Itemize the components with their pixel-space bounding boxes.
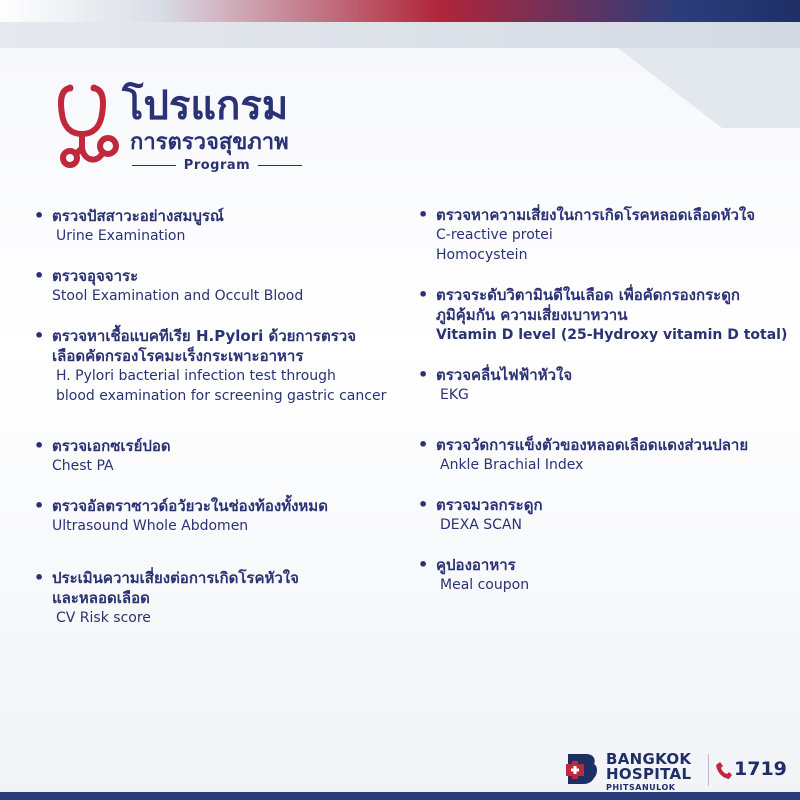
title-thai: โปรแกรม	[122, 83, 289, 129]
bullet: •	[34, 206, 45, 225]
list-item	[418, 555, 529, 595]
bullet: •	[418, 205, 429, 224]
divider	[258, 165, 302, 166]
item-thai: ตรวจอุจจาระ	[52, 267, 139, 285]
subtitle-thai: การตรวจสุขภาพ	[130, 130, 289, 155]
bullet: •	[34, 436, 45, 455]
list-item	[418, 205, 755, 265]
item-thai: ตรวจหาเชื้อแบคทีเรีย H.Pylori ด้วยการตรวจ	[52, 327, 356, 345]
bullet: •	[418, 285, 429, 304]
phone-number[interactable]: 1719	[734, 758, 787, 780]
program-header	[50, 80, 330, 180]
phone-icon	[716, 760, 732, 780]
item-english: Homocystein	[436, 247, 528, 263]
item-english: Meal coupon	[440, 577, 530, 593]
item-english: Chest PA	[52, 458, 114, 474]
brand-line2: HOSPITAL	[606, 765, 692, 783]
item-thai: ตรวจวัดการแข็งตัวของหลอดเลือดแดงส่วนปลาย	[436, 436, 749, 454]
item-english: CV Risk score	[56, 610, 151, 626]
branch-label: PHITSANULOK	[606, 783, 676, 792]
item-thai: เลือดคัดกรองโรคมะเร็งกระเพาะอาหาร	[52, 347, 304, 365]
bottom-bar	[0, 792, 800, 800]
item-english: Vitamin D level (25-Hydroxy vitamin D total)	[436, 327, 788, 343]
bangkok-hospital-logo-icon	[566, 752, 598, 786]
item-english: H. Pylori bacterial infection test through	[56, 368, 336, 384]
item-thai: ตรวจระดับวิตามินดีในเลือด เพื่อคัดกรองกระดูก	[436, 286, 741, 304]
top-color-band	[0, 0, 800, 22]
item-english: Ultrasound Whole Abdomen	[52, 518, 249, 534]
bullet: •	[34, 326, 45, 345]
list-item	[34, 266, 303, 306]
list-item	[418, 495, 543, 535]
bullet: •	[418, 365, 429, 384]
list-item	[34, 326, 386, 406]
bullet: •	[34, 496, 45, 515]
item-thai: ตรวจปัสสาวะอย่างสมบูรณ์	[52, 207, 224, 225]
item-thai: ตรวจหาความเสี่ยงในการเกิดโรคหลอดเลือดหัวใจ	[436, 206, 756, 224]
list-item	[418, 435, 748, 475]
bullet: •	[418, 555, 429, 574]
item-english: Urine Examination	[56, 228, 186, 244]
list-item	[418, 285, 787, 345]
list-item	[34, 206, 224, 246]
item-thai: ประเมินความเสี่ยงต่อการเกิดโรคหัวใจ	[52, 569, 299, 587]
brand-line1: BANGKOK	[606, 750, 692, 768]
bullet: •	[34, 568, 45, 587]
bullet: •	[34, 266, 45, 285]
list-item	[418, 365, 572, 405]
top-grey-band	[0, 22, 800, 48]
program-label: Program	[183, 158, 251, 173]
stethoscope-icon	[56, 80, 122, 172]
item-english: Ankle Brachial Index	[440, 457, 584, 473]
divider	[708, 754, 709, 786]
item-english: DEXA SCAN	[440, 517, 522, 533]
item-english: Stool Examination and Occult Blood	[52, 288, 304, 304]
item-thai: ภูมิคุ้มกัน ความเสี่ยงเบาหวาน	[436, 306, 628, 324]
list-item	[34, 568, 299, 628]
divider	[132, 165, 176, 166]
item-english: EKG	[440, 387, 469, 403]
item-english: C-reactive protei	[436, 227, 553, 243]
item-thai: ตรวจคลื่นไฟฟ้าหัวใจ	[436, 366, 573, 384]
bullet: •	[418, 495, 429, 514]
item-thai: ตรวจมวลกระดูก	[436, 496, 543, 514]
item-thai: ตรวจเอกซเรย์ปอด	[52, 437, 171, 455]
list-item	[34, 436, 171, 476]
bullet: •	[418, 435, 429, 454]
item-thai: คูปองอาหาร	[436, 556, 516, 574]
item-english: blood examination for screening gastric cancer	[56, 388, 387, 404]
item-thai: ตรวจอัลตราซาวด์อวัยวะในช่องท้องทั้งหมด	[52, 497, 328, 515]
item-thai: และหลอดเลือด	[52, 589, 150, 607]
program-label-row	[132, 158, 302, 173]
footer-logo	[566, 750, 786, 794]
list-item	[34, 496, 328, 536]
